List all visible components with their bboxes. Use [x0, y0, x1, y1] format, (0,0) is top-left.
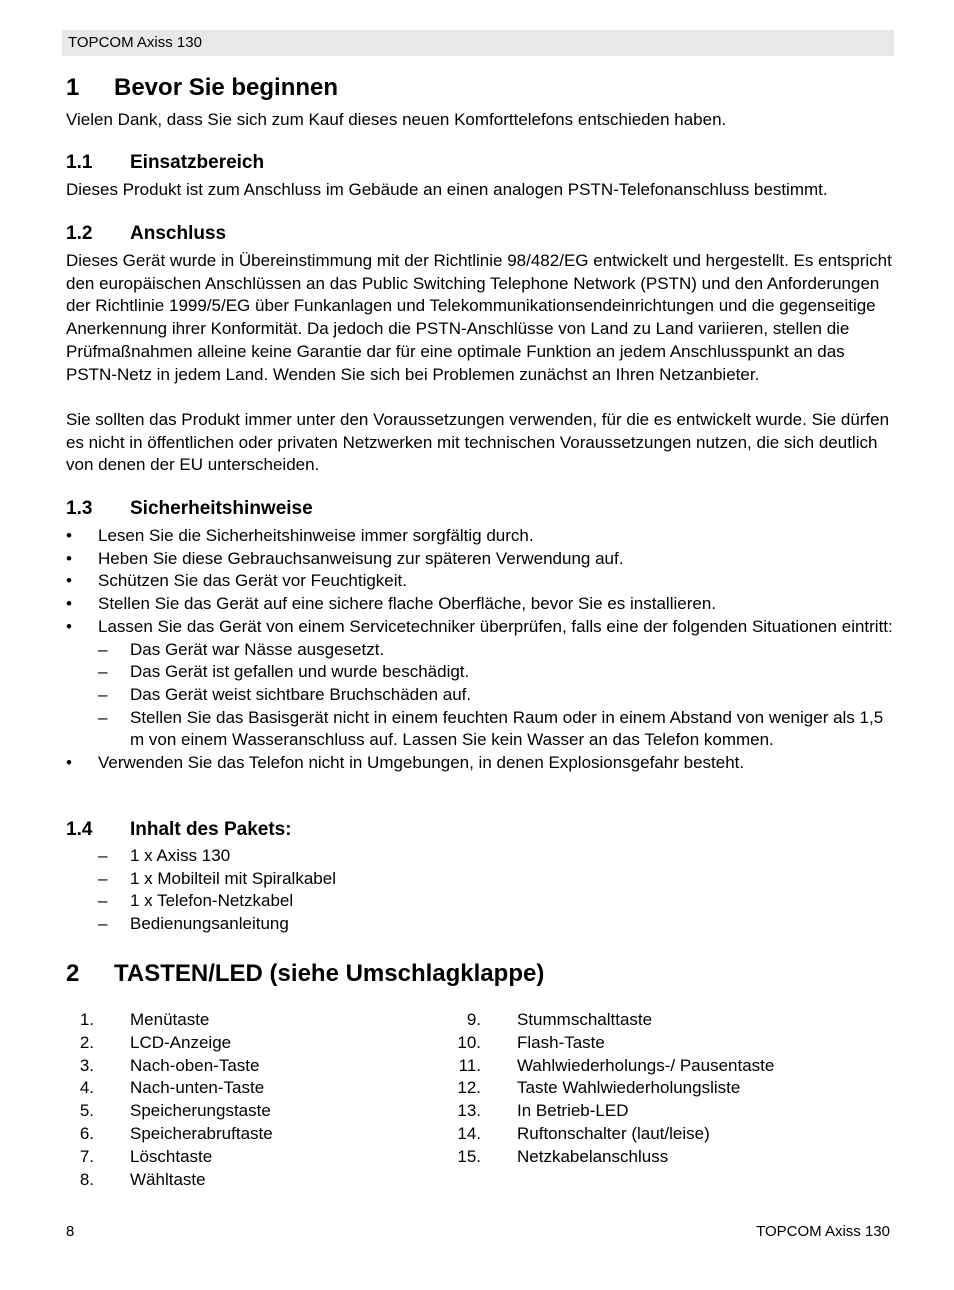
dash-marker: – — [98, 684, 108, 704]
bullet-marker: • — [66, 548, 72, 568]
list-item — [453, 1146, 774, 1169]
list-item — [98, 890, 888, 913]
list-item-text: Stellen Sie das Basisgerät nicht in einem feuchten Raum oder in einem Abstand von weniger als 1,5 m von einem Wasseranschluss auf. Lassen Sie kein Wasser an das Telefon kommen. — [130, 707, 884, 750]
item-number: 7. — [79, 1146, 94, 1166]
list-item — [66, 616, 896, 752]
keys-list-right — [453, 1009, 774, 1169]
item-number: 12. — [457, 1078, 481, 1098]
dash-marker: – — [98, 662, 108, 682]
item-number: 14. — [457, 1123, 481, 1143]
subsection-1-2-paragraph-1: Dieses Gerät wurde in Übereinstimmung mit der Richtlinie 98/482/EG entwickelt und hergestellt. Es entspricht den europäischen Anschlüssen an das Public Switching Telephone Network (PSTN) und den Anforderungen der Richtlinie 1999/5/EG über Funkanlagen und Telekommunikationsendeinrichtungen und die gegenseitige Anerkennung ihrer Konformität. Da jedoch die PSTN-Anschlüsse von Land zu Land variieren, stellen die Prüfmaßnahmen alleine keine Garantie dar für eine optimale Funktion an jedem Anschlusspunkt an das PSTN-Netz in jedem Land. Wenden Sie sich bei Problemen zunächst an Ihren Netzanbieter. — [66, 251, 892, 384]
bullet-marker: • — [66, 753, 72, 773]
list-item — [66, 752, 896, 775]
item-label: Flash-Taste — [517, 1032, 605, 1052]
list-item — [453, 1009, 774, 1032]
subsection-number: 1.3 — [66, 498, 93, 519]
dash-marker: – — [98, 846, 108, 865]
situation-list — [98, 639, 896, 753]
list-item-text: Lassen Sie das Gerät von einem Servicetechniker überprüfen, falls eine der folgenden Situationen eintritt: — [98, 616, 893, 636]
bullet-marker: • — [66, 571, 72, 591]
list-item — [66, 548, 896, 571]
dash-marker: – — [98, 914, 108, 934]
item-number: 10. — [457, 1032, 481, 1052]
item-label: LCD-Anzeige — [130, 1032, 232, 1052]
subsection-number: 1.4 — [66, 819, 93, 840]
item-label: Stummschalttaste — [517, 1010, 653, 1029]
header-title: TOPCOM Axiss 130 — [68, 34, 202, 51]
section-title: TASTEN/LED (siehe Umschlagklappe) — [114, 960, 545, 987]
list-item — [453, 1032, 774, 1055]
item-label: Speicherabruftaste — [130, 1123, 273, 1143]
list-item — [66, 570, 896, 593]
list-item-text: Verwenden Sie das Telefon nicht in Umgebungen, in denen Explosionsgefahr besteht. — [98, 753, 745, 773]
list-item — [98, 684, 896, 707]
list-item — [66, 1100, 273, 1123]
list-item — [98, 661, 896, 684]
item-label: In Betrieb-LED — [517, 1101, 629, 1121]
subsection-1-4-heading — [66, 818, 292, 842]
list-item — [66, 1009, 273, 1032]
dash-marker: – — [98, 707, 108, 727]
running-header — [62, 30, 894, 56]
subsection-1-2-paragraph-2: Sie sollten das Produkt immer unter den Voraussetzungen verwenden, für die es entwickelt wurde. Sie dürfen es nicht in öffentlichen oder privaten Netzwerken mit technischen Voraussetzungen nutzen, die sich deutlich von denen der EU unterscheiden. — [66, 410, 890, 475]
subsection-1-3-heading — [66, 497, 313, 521]
section-1-intro: Vielen Dank, dass Sie sich zum Kauf dieses neuen Komforttelefons entschieden haben. — [66, 110, 727, 129]
list-item — [453, 1123, 774, 1146]
list-item — [66, 1055, 273, 1078]
item-number: 8. — [79, 1169, 94, 1189]
subsection-number: 1.1 — [66, 152, 93, 173]
page-number: 8 — [66, 1223, 75, 1240]
subsection-title: Einsatzbereich — [130, 152, 265, 173]
list-item — [453, 1055, 774, 1078]
list-item — [66, 1032, 273, 1055]
list-item-text: 1 x Telefon-Netzkabel — [130, 891, 294, 911]
list-item — [66, 1077, 273, 1100]
list-item — [98, 639, 896, 662]
section-number: 2 — [66, 960, 80, 987]
keys-list-left — [66, 1009, 273, 1191]
list-item-text: Schützen Sie das Gerät vor Feuchtigkeit. — [98, 571, 407, 591]
subsection-1-2-heading — [66, 222, 226, 246]
list-item-text: Das Gerät ist gefallen und wurde beschädigt. — [130, 662, 470, 682]
subsection-number: 1.2 — [66, 223, 93, 244]
item-label: Wahlwiederholungs-/ Pausentaste — [517, 1055, 775, 1075]
section-title: Bevor Sie beginnen — [114, 74, 339, 101]
item-number: 11. — [458, 1055, 481, 1075]
item-label: Löschtaste — [130, 1146, 213, 1166]
dash-marker: – — [98, 891, 108, 911]
list-item — [66, 525, 896, 548]
bullet-marker: • — [66, 594, 72, 614]
item-number: 3. — [79, 1055, 94, 1075]
safety-list — [66, 525, 896, 775]
item-number: 6. — [79, 1123, 94, 1143]
list-item-text: Bedienungsanleitung — [130, 914, 289, 934]
list-item — [453, 1100, 774, 1123]
item-number: 9. — [466, 1010, 481, 1029]
list-item-text: 1 x Axiss 130 — [130, 846, 231, 865]
list-item-text: Stellen Sie das Gerät auf eine sichere flache Oberfläche, bevor Sie es installieren. — [98, 594, 717, 614]
item-number: 13. — [457, 1101, 481, 1121]
item-label: Ruftonschalter (laut/leise) — [517, 1123, 710, 1143]
item-label: Menütaste — [130, 1010, 210, 1029]
list-item-text: Das Gerät weist sichtbare Bruchschäden auf. — [130, 684, 472, 704]
item-label: Speicherungstaste — [130, 1101, 271, 1121]
list-item — [66, 1123, 273, 1146]
list-item-text: 1 x Mobilteil mit Spiralkabel — [130, 868, 336, 888]
section-1-heading — [66, 73, 338, 103]
list-item — [98, 707, 896, 752]
bullet-marker: • — [66, 616, 72, 636]
list-item — [66, 1146, 273, 1169]
subsection-title: Sicherheitshinweise — [130, 498, 313, 519]
item-number: 4. — [79, 1078, 94, 1098]
list-item — [98, 845, 888, 868]
section-2-heading — [66, 959, 544, 989]
list-item — [453, 1077, 774, 1100]
subsection-1-1-text: Dieses Produkt ist zum Anschluss im Gebäude an einen analogen PSTN-Telefonanschluss bestimmt. — [66, 180, 828, 199]
list-item — [66, 593, 896, 616]
list-item — [98, 868, 888, 891]
item-number: 2. — [79, 1032, 94, 1052]
section-number: 1 — [66, 74, 80, 101]
dash-marker: – — [98, 639, 108, 659]
item-number: 1. — [79, 1010, 94, 1029]
subsection-1-1-heading — [66, 151, 264, 175]
list-item-text: Lesen Sie die Sicherheitshinweise immer sorgfältig durch. — [98, 526, 534, 545]
item-label: Wähltaste — [130, 1169, 206, 1189]
list-item-text: Das Gerät war Nässe ausgesetzt. — [130, 639, 385, 659]
list-item — [66, 1169, 273, 1192]
item-number: 5. — [79, 1101, 94, 1121]
list-item — [98, 913, 888, 936]
dash-marker: – — [98, 868, 108, 888]
subsection-title: Anschluss — [130, 223, 227, 244]
item-number: 15. — [457, 1146, 481, 1166]
item-label: Nach-unten-Taste — [130, 1078, 265, 1098]
item-label: Nach-oben-Taste — [130, 1055, 260, 1075]
package-contents-list — [98, 845, 888, 936]
item-label: Netzkabelanschluss — [517, 1146, 669, 1166]
footer-title: TOPCOM Axiss 130 — [756, 1223, 890, 1240]
item-label: Taste Wahlwiederholungsliste — [517, 1078, 741, 1098]
bullet-marker: • — [66, 526, 72, 545]
subsection-title: Inhalt des Pakets: — [130, 819, 292, 840]
list-item-text: Heben Sie diese Gebrauchsanweisung zur späteren Verwendung auf. — [98, 548, 624, 568]
